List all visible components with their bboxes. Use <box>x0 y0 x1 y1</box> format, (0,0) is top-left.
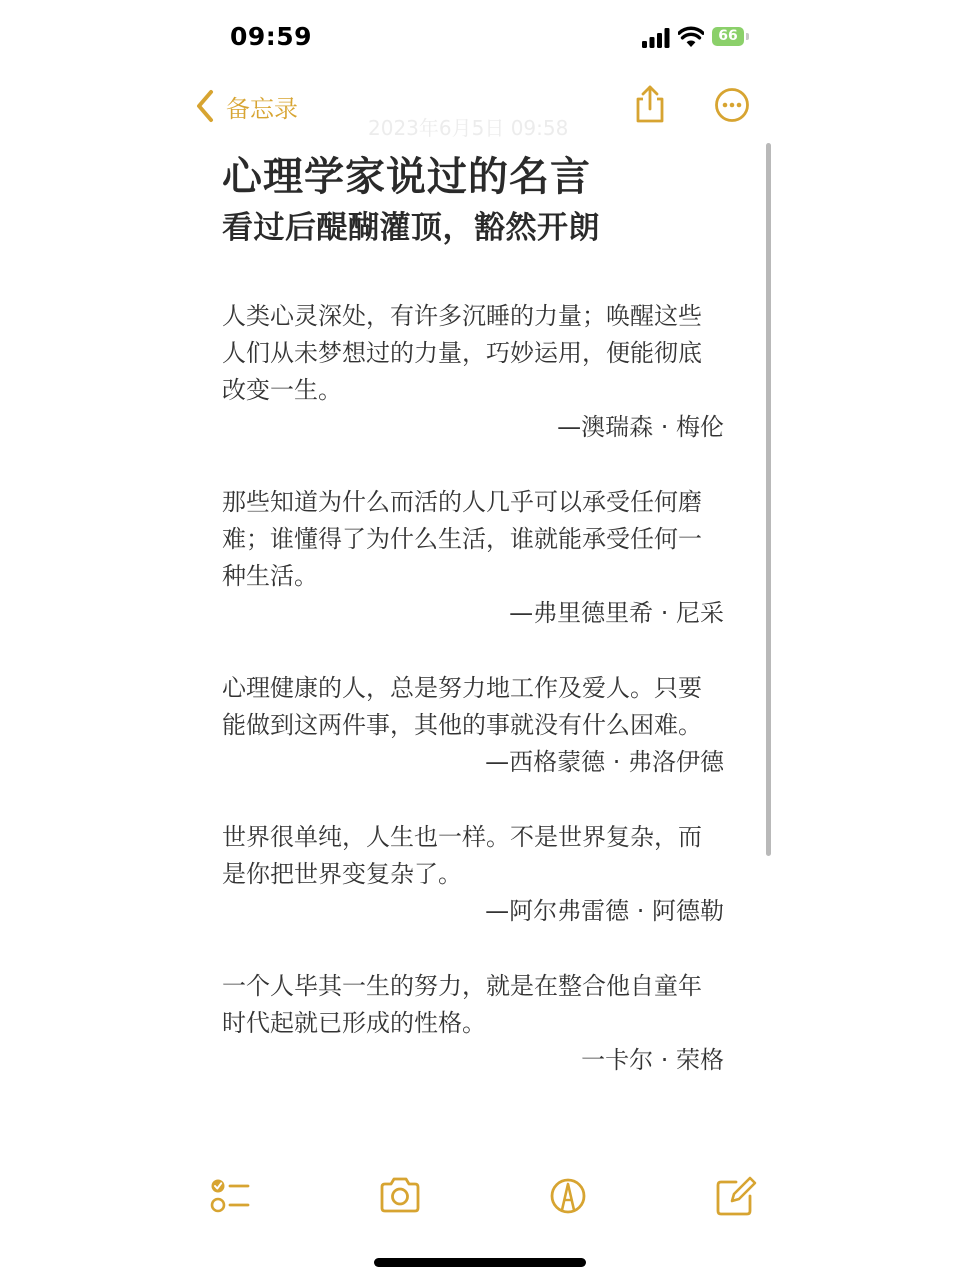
quote-item <box>222 670 724 781</box>
back-label: 备忘录 <box>226 94 298 123</box>
more-button[interactable] <box>714 87 750 123</box>
note-date: 2023年6月5日 09:58 <box>368 116 569 140</box>
status-icons <box>642 24 752 52</box>
quote-text: 一个人毕其一生的努力，就是在整合他自童年时代起就已形成的性格。 <box>222 972 702 1037</box>
quote-author: —西格蒙德 · 弗洛伊德 <box>485 748 724 776</box>
markup-button[interactable] <box>546 1174 590 1218</box>
quote-author: —阿尔弗雷德 · 阿德勒 <box>485 897 724 925</box>
quote-item <box>222 484 724 632</box>
home-indicator[interactable] <box>374 1258 586 1267</box>
status-time: 09:59 <box>230 22 313 51</box>
quote-list <box>222 298 724 1079</box>
wifi-icon <box>678 26 704 48</box>
quote-text: 世界很单纯，人生也一样。不是世界复杂，而是你把世界变复杂了。 <box>222 823 702 888</box>
quote-text: 心理健康的人，总是努力地工作及爱人。只要能做到这两件事，其他的事就没有什么困难。 <box>222 674 702 739</box>
scrollbar[interactable] <box>766 143 771 856</box>
more-icon <box>714 87 750 123</box>
chevron-left-icon <box>194 88 216 124</box>
checklist-button[interactable] <box>208 1174 252 1218</box>
share-button[interactable] <box>632 84 668 124</box>
compose-button[interactable] <box>714 1174 758 1218</box>
note-body[interactable] <box>222 152 724 1117</box>
compose-icon <box>714 1174 758 1218</box>
quote-text: 那些知道为什么而活的人几乎可以承受任何磨难；谁懂得了为什么生活，谁就能承受任何一种生活。 <box>222 488 702 590</box>
note-title: 心理学家说过的名言 <box>222 154 591 200</box>
quote-text: 人类心灵深处，有许多沉睡的力量；唤醒这些人们从未梦想过的力量，巧妙运用，便能彻底改变一生。 <box>222 302 702 404</box>
checklist-icon <box>208 1174 252 1218</box>
battery-icon: 66 <box>712 27 744 46</box>
quote-item <box>222 968 724 1079</box>
quote-author: 一卡尔 · 荣格 <box>581 1046 724 1074</box>
quote-author: —弗里德里希 · 尼采 <box>509 599 724 627</box>
camera-icon <box>378 1174 422 1218</box>
markup-pen-icon <box>546 1174 590 1218</box>
quote-item <box>222 819 724 930</box>
back-button[interactable] <box>194 86 298 126</box>
quote-item <box>222 298 724 446</box>
quote-author: —澳瑞森 · 梅伦 <box>557 413 724 441</box>
camera-button[interactable] <box>378 1174 422 1218</box>
signal-icon <box>642 28 670 48</box>
note-subtitle: 看过后醍醐灌顶，豁然开朗 <box>222 210 600 246</box>
battery-cap <box>746 33 749 40</box>
share-icon <box>632 84 668 124</box>
